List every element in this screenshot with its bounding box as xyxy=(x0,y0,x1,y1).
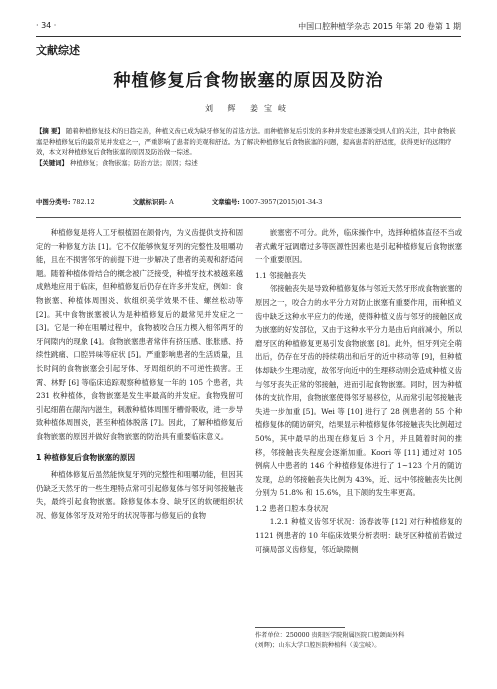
footnote-line-1: 作者单位：250000 贵阳医学院附属医院口腔颌面外科 xyxy=(255,632,405,639)
footnote xyxy=(255,631,462,651)
journal-name: 中国口腔种植学杂志 2015 年第 20 卷第 1 期 xyxy=(298,22,461,31)
section-label: 文献综述 xyxy=(36,44,80,57)
clc-label: 中图分类号: xyxy=(36,198,71,206)
abstract-label: 【摘 要】 xyxy=(36,127,64,135)
header-rule xyxy=(36,36,461,37)
abstract-divider xyxy=(36,217,461,218)
footnote-rule xyxy=(255,627,345,628)
keywords-text: 种植修复；食物嵌塞；防治方法；原因；综述 xyxy=(70,158,198,167)
page-number: · 34 · xyxy=(36,21,57,30)
authors: 刘 辉 姜宝岐 xyxy=(204,104,293,113)
article-meta xyxy=(36,197,461,207)
footnote-line-2: (刘辉)；山东大学口腔医院种植科（姜宝岐）。 xyxy=(255,642,381,649)
article-title: 种植修复后食物嵌塞的原因及防治 xyxy=(113,71,384,91)
contact-loss-paragraph: 邻接触丧失是导致种植修复体与邻近天然牙形成食物嵌塞的原因之一，咬合力的水平分力对防止嵌塞有重要作用，而种植义齿中缺乏这种水平应力的传递，使得种植义齿与邻牙的接触区成为嵌塞的好发部位，又由于这种水平分力是由后向前减小，所以磨牙区的种植修复更易引发食物嵌塞 [8]。此外，恒牙列完全萌出后，仍存在牙齿的持续萌出和后牙的近中移动等 [9]，但种植体却缺少生理动度，故邻牙向近中的生理移动则会造成种植义齿与邻牙丧失正常的邻接触，进而引起食物嵌塞。同时，因为种植体的支抗作用，食物嵌塞使得邻牙易移位，从而常引起邻接触丧失进一步加重 [5]。Wei 等 [10] 进行了 28 例患者的 55 个种植修复体的随访研究，结果显示种植修复体邻接触丧失比例超过 50%，其中最早的出现在修复后 3 个月，并且随着时间的推移，邻接触丧失程度会逐渐加重。Koori 等 [11] 通过对 105 例病人中患者的 146 个种植修复体进行了 1~123 个月的随访发现，总的邻接触丧失比例为 43%，近、远中邻接触丧失比例分别为 51.8% 和 15.6%，且下颌的发生率更高。 xyxy=(255,284,462,498)
abstract xyxy=(36,126,461,168)
article-no-label: 文章编号: xyxy=(211,198,240,206)
doc-code-value: A xyxy=(169,198,174,206)
right-column xyxy=(255,226,462,556)
article-no-value: 1007-3957(2015)01-34-3 xyxy=(241,198,323,206)
heading-1: 1 种植修复后食物嵌塞的原因 xyxy=(36,452,136,462)
section1-paragraph: 种植体修复后虽然能恢复牙列的完整性和咀嚼功能，但因其仍缺乏天然牙的一些生理特点常可引起修复体与邻牙间邻接触丧失，最终引起食物嵌塞。除修复体本身、缺牙区的软硬组织状况、修复体邻牙及对殆牙的状况等都与修复后的食物 xyxy=(36,470,243,520)
running-header xyxy=(36,21,461,35)
heading-1-2: 1.2 患者口腔本身状况 xyxy=(255,503,329,513)
clc-value: 782.12 xyxy=(72,198,95,206)
adjacent-teeth-paragraph: 汤春波等 [12] 对行种植修复的 1121 例患者的 10 年临床效果分析表明：缺牙区种植前若做过可摘局部义齿修复，邻近缺隙侧 xyxy=(255,517,463,554)
abstract-text: 随着种植修复技术的日趋完善，种植义齿已成为缺牙修复的首选方法。而种植修复后引发的多种并发症也逐渐受到人们的关注，其中食物嵌塞是种植修复后的最常见并发症之一，严重影响了患者的美观和舒适。为了解决种植修复后食物嵌塞的问题，提高患者的舒适度，获得更好的远期疗效，本文对种植修复后食物嵌塞的原因及防治做一综述。 xyxy=(36,127,456,156)
heading-1-2-1: 1.2.1 种植义齿邻牙状况： xyxy=(269,517,359,527)
keywords-label: 【关键词】 xyxy=(36,158,68,167)
intro-paragraph: 种植修复是将人工牙根植固在颌骨内，为义齿提供支持和固定的一种修复方法 [1]。它不仅能够恢复牙列的完整性及咀嚼功能，且在不损害邻牙的前提下进一步解决了患者的美观和舒适问题。随着种植体骨结合的概念被广泛接受，种植牙技术被越来越成熟地应用于临床，但种植修复后仍存在许多并发症，例如：食物嵌塞、种植体周围炎、软组织美学效果不佳、螺丝松动等 [2]。其中食物嵌塞被认为是种植修复后的最常见并发症之一 [3]。它是一种在咀嚼过程中，食物被咬合压力楔入相邻两牙的牙间隙内的现象 [4]。食物嵌塞患者常伴有挤压感、胀胀感、持续性跳痛、口腔异味等症状 [5]。严重影响患者的生活质量，且长时间的食物嵌塞会引起牙体、牙周组织的不可逆性损害。王霄、林野 [6] 等临床追踪观察种植修复一年的 105 个患者，共 231 枚种植体，食物嵌塞是发生率最高的并发症。食物残留可引起细菌在龈沟内滋生，刺激种植体周围牙槽骨吸收，进一步导致种植体周围炎，甚至种植体脱落 [7]。因此，了解种植修复后食物嵌塞的原因并做好食物嵌塞的防治具有重要临床意义。 xyxy=(36,228,243,441)
doc-code-label: 文献标识码: xyxy=(132,198,168,206)
continued-paragraph: 嵌塞密不可分。此外，临床操作中，选择种植体直径不当或者式戴牙冠调磨过多等医源性因素也是引起种植修复后食物嵌塞一个重要原因。 xyxy=(255,228,462,265)
left-column xyxy=(36,226,243,522)
heading-1-1: 1.1 邻接触丧失 xyxy=(255,270,307,280)
